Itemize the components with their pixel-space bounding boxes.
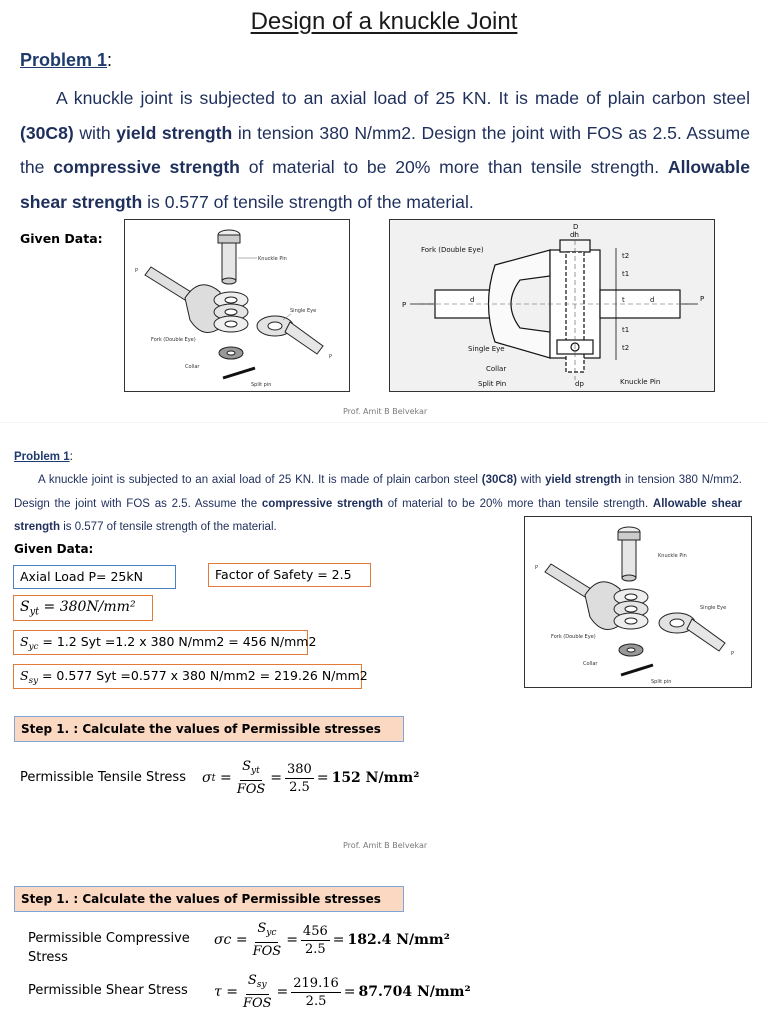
problem-heading-repeat: Problem 1:: [14, 451, 73, 463]
page-divider: [0, 422, 768, 423]
fig2-load-right: P: [700, 295, 705, 303]
problem-statement-repeat: A knuckle joint is subjected to an axial load of 25 KN. It is made of plain carbon steel (30C8) with yield strength in tension 380 N/mm2. Design the joint with FOS as 2.5. Assume the compressive strength of material to be 20% more than tensile strength. Allowable shear strength is 0.577 of tensile strength of the material.: [14, 474, 743, 534]
step1-heading: Step 1. : Calculate the values of Permissible stresses: [14, 716, 404, 742]
fig1-load-label: P: [135, 268, 139, 274]
fig2-dim-d-left: d: [470, 296, 475, 304]
problem-heading: Problem 1:: [20, 50, 113, 70]
compressive-stress-label: Permissible Compressive: [28, 931, 190, 946]
fig2-dim-t2-lower: t2: [622, 344, 630, 352]
fig1-collar-label: Collar: [185, 364, 200, 370]
shear-stress-formula: τ = $\frac{S_{sy}}{\text{FOS}}$ = $\frac{219.16}{2.5}$ = 87.704 N/mm²: [214, 973, 471, 1012]
fig2-fork-label: Fork (Double Eye): [421, 246, 484, 254]
page-title: Design of a knuckle Joint: [250, 8, 518, 35]
fig1-split-pin-label: Split pin: [251, 382, 272, 388]
fig3-collar-label: Collar: [583, 661, 598, 667]
fig1-fork-label: Fork (Double Eye): [151, 337, 196, 343]
fig3-knuckle-pin-label: Knuckle Pin: [658, 553, 687, 559]
fig1-knuckle-pin-label: Knuckle Pin: [258, 256, 287, 262]
compressive-stress-formula: σc = $\frac{S_{yc}}{\text{FOS}}$ = $\frac{456}{2.5}$ = 182.4 N/mm²: [214, 921, 450, 960]
fig2-dim-t1-lower: t1: [622, 326, 630, 334]
author-credit: Prof. Amit B Belvekar: [343, 407, 428, 416]
given-factor-of-safety: Factor of Safety = 2.5: [208, 563, 371, 587]
given-data-label: Given Data:: [20, 231, 103, 246]
given-data-label-repeat: Given Data:: [14, 542, 94, 556]
compressive-stress-label-2: Stress: [28, 950, 68, 965]
fig2-load-left: P: [402, 301, 407, 309]
tensile-stress-label: Permissible Tensile Stress: [20, 770, 186, 785]
tensile-stress-formula: σ t = $\frac{S_{yt}}{\text{FOS}}$ = $\frac{380}{2.5}$ = 152 N/mm²: [202, 759, 420, 798]
fig3-load-label: P: [535, 565, 539, 571]
fig2-dim-t: t: [622, 296, 625, 304]
fig2-dim-dp: dp: [575, 380, 584, 388]
fig3-split-pin-label: Split pin: [651, 679, 672, 685]
shear-stress-label: Permissible Shear Stress: [28, 983, 188, 998]
fig2-dim-d: d: [650, 296, 655, 304]
given-syt: $S_{yt} = 380N/mm^2$: [13, 595, 153, 621]
given-ssy: $S_{sy} = 0.577$ Syt =0.577 x 380 N/mm2 = 219.26 N/mm2: [13, 664, 362, 689]
fig2-dim-t1: t1: [622, 270, 630, 278]
fig2-dim-D: D: [573, 223, 579, 231]
author-credit-repeat: Prof. Amit B Belvekar: [343, 841, 428, 850]
fig3-fork-label: Fork (Double Eye): [551, 634, 596, 640]
problem-statement: A knuckle joint is subjected to an axial load of 25 KN. It is made of plain carbon steel (30C8) with yield strength in tension 380 N/mm2. Design the joint with FOS as 2.5. Assume the compressive strength of material to be 20% more than tensile strength. Allowable shear strength is 0.577 of tensile strength of the material.: [20, 88, 750, 212]
fig2-dim-t2: t2: [622, 252, 630, 260]
given-syc: $S_{yc} = 1.2$ Syt =1.2 x 380 N/mm2 = 456 N/mm2: [13, 630, 308, 655]
fig2-single-eye-label: Single Eye: [468, 345, 505, 353]
step1-heading-repeat: Step 1. : Calculate the values of Permissible stresses: [14, 886, 404, 912]
fig1-single-eye-label: Single Eye: [290, 308, 317, 314]
fig2-knuckle-pin-label: Knuckle Pin: [620, 378, 661, 386]
fig3-load-label-right: P: [731, 651, 735, 657]
fig2-dim-dh: dh: [570, 231, 579, 239]
knuckle-joint-isometric-figure: [124, 219, 350, 392]
knuckle-joint-section-figure: [389, 219, 715, 392]
fig3-single-eye-label: Single Eye: [700, 605, 727, 611]
fig1-load-label-right: P: [329, 354, 333, 360]
given-axial-load: Axial Load P= 25kN: [13, 565, 176, 589]
fig2-split-pin-label: Split Pin: [478, 380, 507, 388]
fig2-collar-label: Collar: [486, 365, 507, 373]
knuckle-joint-isometric-figure-repeat: [524, 516, 752, 688]
